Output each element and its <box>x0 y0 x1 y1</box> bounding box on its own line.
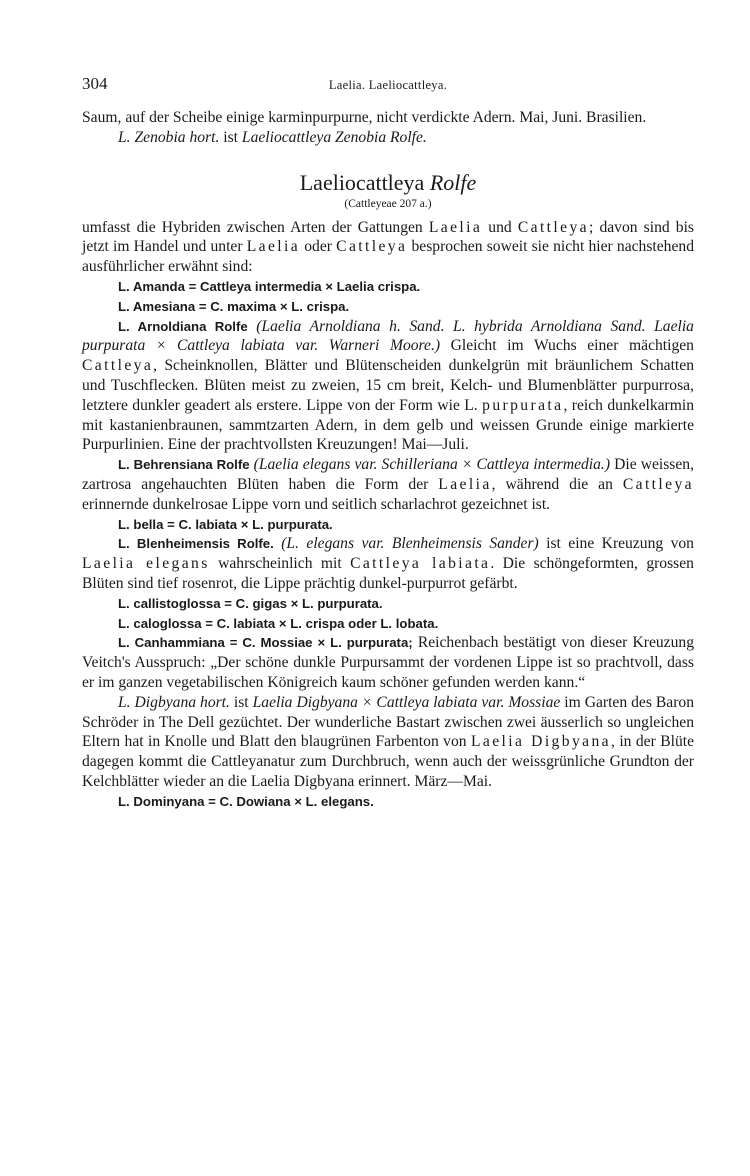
zenobia-text: ist <box>219 128 242 146</box>
entry-digbyana-synonym: Laelia Digbyana × Cattleya labiata var. Mossiae <box>252 693 561 711</box>
entry-blenheimensis-text-3: . Die schöngeformten, grossen Blüten sind tief rosenrot, die Lippe prächtig dunkel-purpurrot gefärbt. <box>82 555 694 592</box>
desc-text-5: besprochen soweit sie nicht hier nachstehend ausführlicher erwähnt sind: <box>82 238 694 276</box>
entry-arnoldiana-purpurata: purpurata <box>482 396 564 414</box>
entry-behrensiana-laelia: Laelia <box>438 475 492 493</box>
entry-digbyana-text-2: im Garten des Baron Schröder in The Dell gezüchtet. Der wunderliche Bastart zwischen zwei äusserlich so ungleichen Eltern hat in Knolle und Blatt den blaugrünen Farbenton von <box>82 693 694 751</box>
page-number: 304 <box>82 74 108 93</box>
entry-blenheimensis-synonym: (L. elegans var. Blenheimensis Sander) <box>281 535 539 553</box>
entry-arnoldiana-cattleya: Cattleya <box>82 357 154 375</box>
entry-amesiana-text: L. Amesiana = C. maxima × L. crispa. <box>118 298 350 314</box>
desc-laelia-2: Laelia <box>246 238 301 256</box>
desc-text-4: oder <box>300 238 337 256</box>
entry-blenheimensis-name: L. Blenheimensis Rolfe. <box>118 536 274 552</box>
desc-laelia-1: Laelia <box>428 218 483 236</box>
entry-digbyana-text-1: ist <box>229 693 253 711</box>
entry-arnoldiana-text-1: Gleicht im Wuchs einer mächtigen <box>440 337 694 355</box>
entry-arnoldiana-synonym: (Laelia Arnoldiana h. Sand. L. hybrida Arnoldiana Sand. Laelia purpurata × Cattleya labiata var. Warneri Moore.) <box>82 317 694 355</box>
entry-digbyana-laelia: Laelia Digbyana <box>470 733 611 751</box>
intro-paragraph: Saum, auf der Scheibe einige karminpurpurne, nicht verdickte Adern. Mai, Juni. Brasilien. <box>82 109 647 126</box>
entry-blenheimensis-cattleya: Cattleya labiata <box>350 555 491 573</box>
zenobia-target: Laeliocattleya Zenobia Rolfe. <box>241 128 427 146</box>
entry-digbyana-text-3: , in der Blüte dagegen kommt die Cattleyanatur zum Durchbruch, wenn auch der weissgrünliche Grundton der Kelchblätter wieder an die Laelia Digbyana erinnert. März—Mai. <box>82 733 695 790</box>
desc-cattleya-1: Cattleya <box>517 218 589 236</box>
section-title <box>82 170 694 196</box>
entry-caloglossa-text: L. caloglossa = C. labiata × L. crispa oder L. lobata. <box>118 615 439 631</box>
entry-caloglossa <box>82 614 694 634</box>
running-head <box>82 74 694 96</box>
section-genus: Laeliocattleya <box>299 169 425 195</box>
entry-blenheimensis <box>82 534 694 593</box>
entry-amanda <box>82 277 694 297</box>
entry-blenheimensis-text-2: wahrscheinlich mit <box>209 555 351 573</box>
entry-behrensiana-text-1: Die weissen, zartrosa angehauchten Blüten haben die Form der <box>82 456 694 493</box>
section-subtitle: (Cattleyeae 207 a.) <box>344 197 432 210</box>
entry-behrensiana-text-2: , während die an <box>491 475 623 493</box>
entry-callistoglossa-text: L. callistoglossa = C. gigas × L. purpurata. <box>118 595 383 611</box>
entry-amesiana <box>82 297 694 317</box>
entry-digbyana-name: L. Digbyana hort. <box>118 693 230 711</box>
entry-digbyana <box>82 693 694 792</box>
zenobia-name: L. Zenobia hort. <box>118 128 220 146</box>
entry-behrensiana-cattleya: Cattleya <box>622 475 694 493</box>
entry-bella <box>82 515 694 535</box>
entry-bella-text: L. bella = C. labiata × L. purpurata. <box>118 516 333 532</box>
running-title: Laelia. Laeliocattleya. <box>328 78 448 92</box>
zenobia-note <box>82 128 694 148</box>
entry-arnoldiana <box>82 317 694 456</box>
entry-amanda-text: L. Amanda = Cattleya intermedia × Laelia crispa. <box>118 278 421 294</box>
entry-canhammiana <box>82 633 694 692</box>
entry-canhammiana-text: Reichenbach bestätigt von dieser Kreuzung Veitch's Ausspruch: „Der schöne dunkle Purpursammt der vordenen Lippe ist so prachtvoll, dass er im ganzen vegetabilischen Königreich kaum schöner gefunden werden kann.“ <box>82 634 694 691</box>
section-author: Rolfe <box>429 169 477 195</box>
entry-arnoldiana-text-2: , Scheinknollen, Blätter und Blütenscheiden dunkelgrün mit bräunlichem Schatten und Tuschflecken. Blüten meist zu zweien, 15 cm breit, Kelch- und Blumenblätter purpurrosa, letztere dunkler geadert als erstere. Lippe von der Form wie L. <box>82 357 694 414</box>
entry-dominyana-text: L. Dominyana = C. Dowiana × L. elegans. <box>118 793 374 809</box>
desc-text-1: umfasst die Hybriden zwischen Arten der Gattungen <box>82 218 429 236</box>
entry-behrensiana-synonym: (Laelia elegans var. Schilleriana × Cattleya intermedia.) <box>253 456 611 474</box>
genus-description <box>82 218 694 277</box>
entry-canhammiana-name: L. Canhammiana = C. Mossiae × L. purpurata; <box>118 635 413 651</box>
desc-text-3: ; davon sind bis jetzt im Handel und unter <box>82 218 694 256</box>
entry-dominyana <box>82 792 694 812</box>
entry-blenheimensis-text-1: ist eine Kreuzung von <box>538 535 694 553</box>
entry-blenheimensis-laelia: Laelia elegans <box>82 555 210 573</box>
entry-behrensiana-name: L. Behrensiana Rolfe <box>118 457 250 473</box>
entry-callistoglossa <box>82 594 694 614</box>
desc-cattleya-2: Cattleya <box>336 238 408 256</box>
book-page <box>82 74 694 812</box>
entry-behrensiana <box>82 455 694 514</box>
entry-behrensiana-text-3: erinnernde dunkelrosae Lippe vorn und seitlich scharlachrot gezeichnet ist. <box>82 495 551 513</box>
entry-arnoldiana-name: L. Arnoldiana Rolfe <box>118 318 248 334</box>
desc-text-2: und <box>482 218 518 236</box>
entry-arnoldiana-text-3: , reich dunkelkarmin mit kastanienbraunen, sammtzarten Adern, in dem gelb und weissen Grunde einige markierte Purpurlinien. Eine der prachtvollsten Kreuzungen! Mai—Juli. <box>82 396 694 454</box>
